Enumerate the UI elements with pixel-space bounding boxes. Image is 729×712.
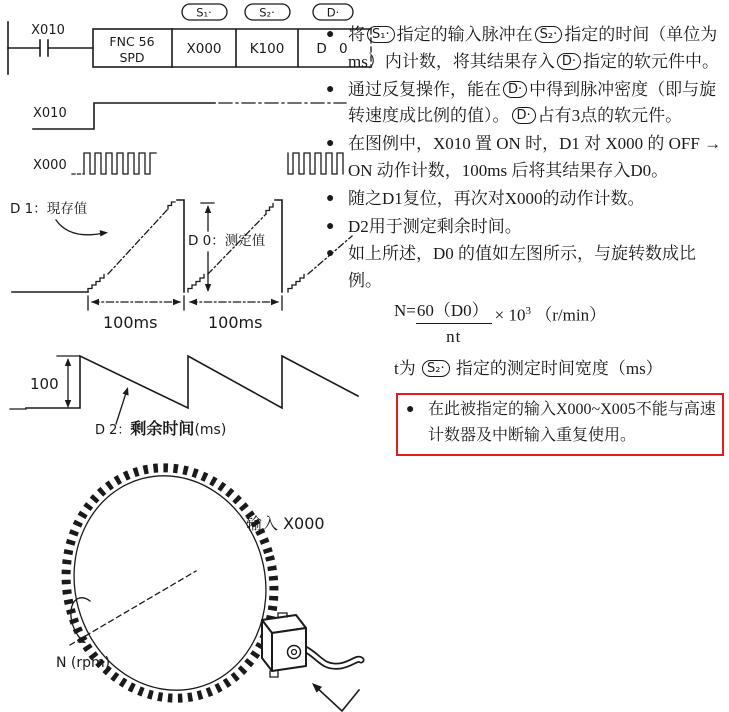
pill-s1-label: S₁· [196,5,212,20]
bullet-text: D2用于测定剩余时间。 [348,216,522,236]
instruction-name: FNC 56 [109,34,155,49]
operand-pill-s1: S₁· [367,26,395,43]
bullet-marker: ● [326,190,335,206]
pill-s2-label: S₂· [259,5,275,20]
d0-label: D 0：测定值 [188,233,266,249]
bullet-marker: ● [326,136,335,152]
bullet-text: 将 S₁· 指定的输入脉冲在 S₂· 指定的时间（单位为ms）内计数，将其结果存入 D· 指定的软元件中。 [348,25,719,71]
bullet-list [326,22,724,456]
bullet-item [326,77,724,131]
d2-chart [0,336,365,448]
gear-illustration [0,452,365,712]
formula-note: t为 S₂· 指定的测定时间宽度（ms） [394,358,663,378]
operand-pill-s2 [245,4,290,20]
bullet-item-highlighted [396,393,724,456]
operand-pill-s2: S₂· [422,360,450,377]
d1-label: D 1：現存值 [10,201,88,217]
interval-left-label: 100ms [103,313,158,332]
operand-pill-d: D· [557,53,581,70]
operand-1: X000 [186,41,222,57]
operand-pill-d: D· [503,81,527,98]
interval-right-label: 100ms [208,313,263,332]
sensor-pointer-arrow-icon [309,680,359,711]
bullet-marker: ● [326,246,335,262]
proximity-sensor-icon [262,613,361,677]
bullet-text: 随之D1复位，再次对X000的动作计数。 [348,188,645,208]
operand-pill-d: D· [512,107,536,124]
operand-pill-d [313,4,353,20]
bullet-item [326,214,724,241]
bullet-text: 在此被指定的输入X000~X005不能与高速计数器及中断输入重复使用。 [428,400,716,444]
contact-label: X010 [31,23,65,38]
instruction-mnemonic: SPD [119,50,145,65]
x000-waveform [0,146,360,186]
bullet-item [326,131,724,185]
bullet-text: 如上所述，D0 的值如左图所示，与旋转数成比例。 N= $\frac{60(D0)}{nt}$ × $10^3$ （r/min） t为 S₂· 指定的测定时间宽度（ms） [348,241,724,384]
bullet-marker: ● [326,218,335,234]
bullet-marker: ● [326,27,335,42]
d2-label-bold: 剩余时间 [130,419,195,438]
rotation-axis [70,571,196,645]
d2-amplitude-label: 100 [30,375,59,393]
d2-label-unit: (ms) [194,422,227,438]
bullet-item [326,186,724,213]
bullet-item [326,241,724,384]
bullet-marker: ● [406,401,415,417]
bullet-text: 通过反复操作，能在 D· 中得到脉冲密度（即与旋转速度成比例的值）。 D· 占有3点的软元件。 [348,79,717,126]
operand-pill-s2: S₂· [535,26,563,43]
d1-d0-chart [0,186,360,336]
speed-formula: N= $\frac{60(D0)}{nt}$ × $10^3$ （r/min） [394,300,607,346]
gear-input-label: 输入 X000 [246,514,325,533]
x000-wave-label: X000 [33,158,67,173]
d2-label: D 2： [95,423,131,438]
bullet-text: 在图例中，X010 置 ON 时，D1 对 X000 的 OFF → ON 动作计数，100ms 后将其结果存入D0。 [348,134,722,180]
x010-contact-icon [8,23,93,56]
svg-text:D 2：剩余时间(ms) [95,419,226,438]
pill-d-label: D· [326,5,340,20]
operand-2: K100 [249,41,285,57]
x010-wave-label: X010 [33,106,67,121]
speed-label: N (rpm) [56,655,111,671]
bullet-item [326,22,724,76]
operand-pill-s1 [182,4,227,20]
bullet-marker: ● [326,81,335,97]
x010-waveform [0,92,360,144]
operand-3: D 0 [316,41,352,57]
gear-wheel-icon [40,452,299,712]
